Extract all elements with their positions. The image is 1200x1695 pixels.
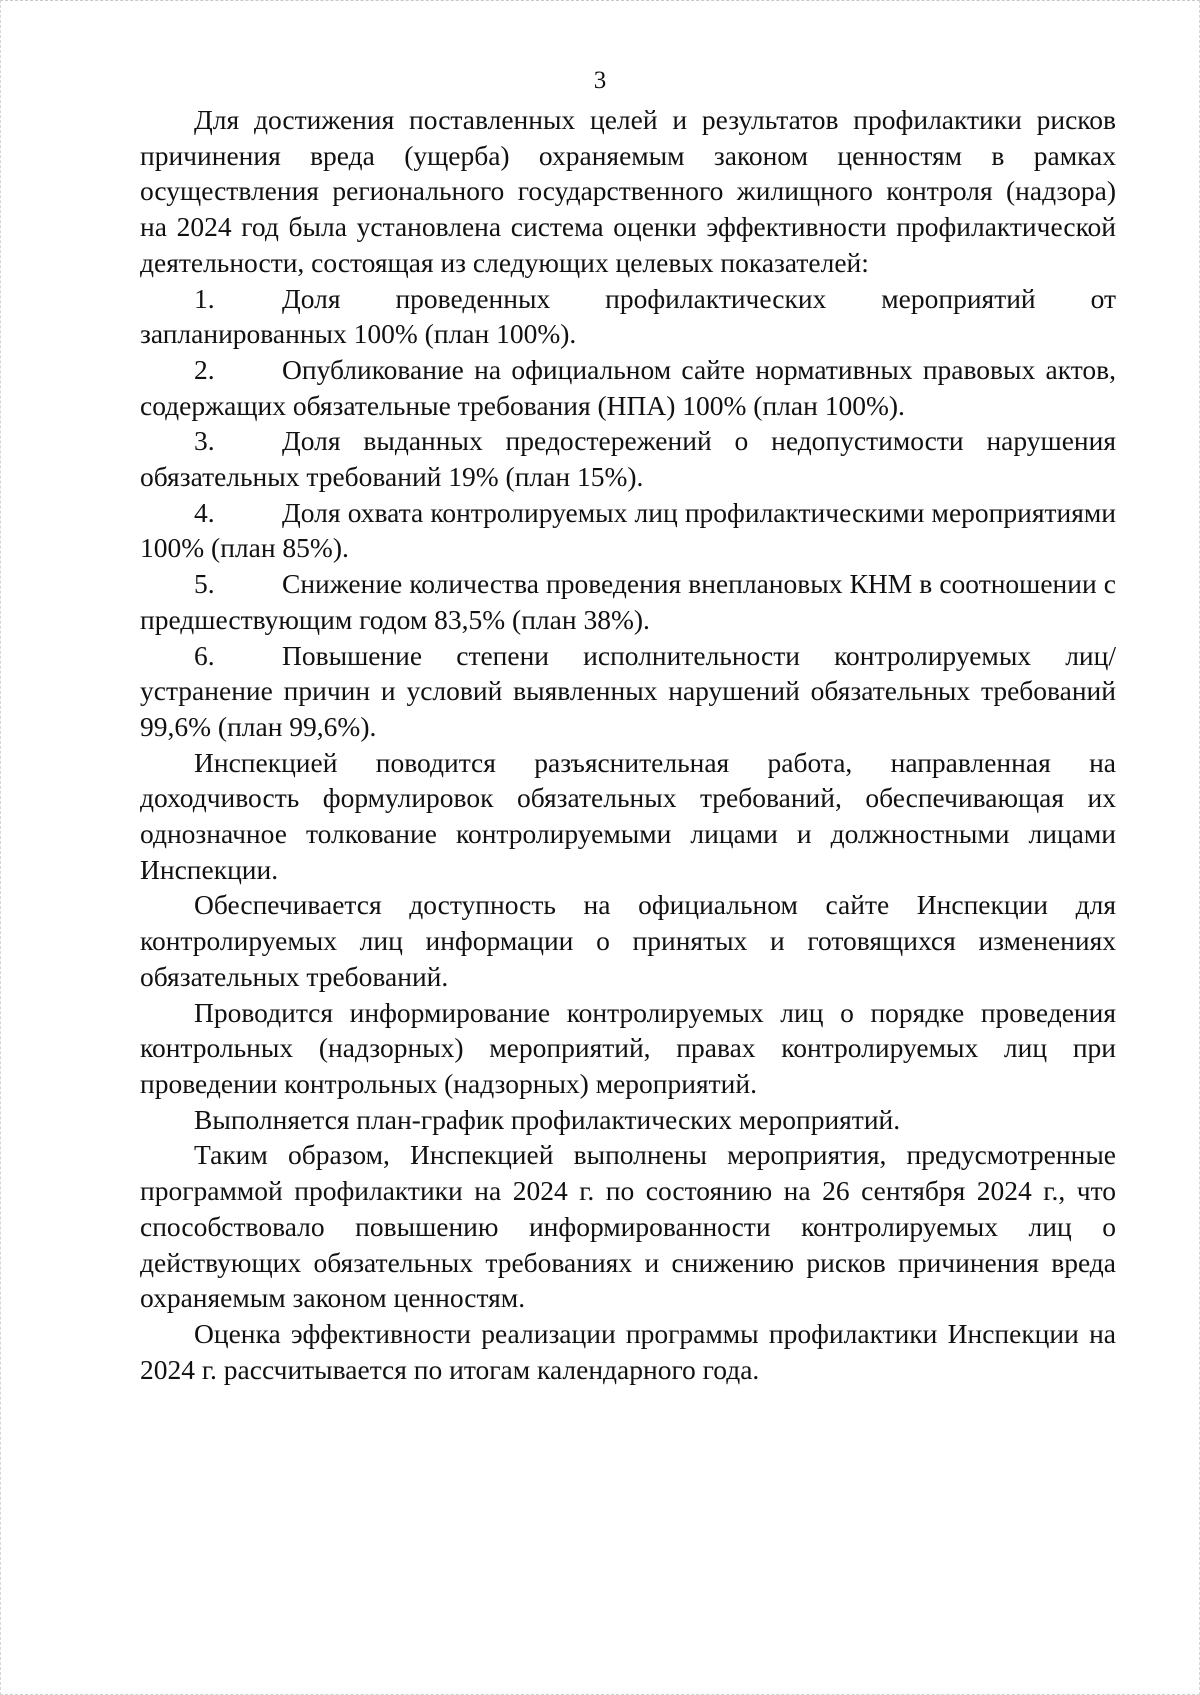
indicator-item-1 — [140, 281, 1116, 352]
indicator-item-5 — [140, 566, 1116, 637]
page-number: 3 — [593, 67, 607, 94]
indicator-item-2 — [140, 352, 1116, 423]
body-paragraph: Выполняется план-график профилактических мероприятий. — [194, 1103, 901, 1135]
indicator-number: 5. — [194, 568, 215, 600]
indicator-number: 4. — [194, 496, 215, 528]
indicator-text: Доля выданных предостережений о недопустимости нарушения обязательных требований 19% (план 15%). — [140, 425, 1116, 493]
body-paragraph: Проводится информирование контролируемых лиц о порядке проведения контрольных (надзорных) мероприятий, правах контролируемых лиц при проведении контрольных (надзорных) мероприятий. — [140, 996, 1116, 1099]
indicator-number: 3. — [194, 425, 215, 457]
indicator-text: Доля проведенных профилактических мероприятий от запланированных 100% (план 100%). — [140, 282, 1116, 350]
body-paragraph: Оценка эффективности реализации программы профилактики Инспекции на 2024 г. рассчитывается по итогам календарного года. — [140, 1317, 1116, 1385]
indicator-item-3 — [140, 423, 1116, 494]
indicator-number: 1. — [194, 282, 215, 314]
indicator-text: Снижение количества проведения внеплановых КНМ в соотношении с предшествующим годом 83,5% (план 38%). — [140, 568, 1116, 635]
intro-paragraph: Для достижения поставленных целей и результатов профилактики рисков причинения вреда (ущерба) охраняемым законом ценностям в рамках осуществления регионального государственного жилищного контроля (надзора) на 2024 год была установлена система оценки эффективности профилактической деятельности, состоящая из следующих целевых показателей: — [140, 104, 1116, 278]
indicator-text: Повышение степени исполнительности контролируемых лиц/устранение причин и условий выявленных нарушений обязательных требований 99,6% (план 99,6%). — [140, 639, 1116, 742]
indicator-item-4 — [140, 495, 1116, 566]
body-paragraph: Таким образом, Инспекцией выполнены мероприятия, предусмотренные программой профилактики на 2024 г. по состоянию на 26 сентября 2024 г., что способствовало повышению информированности контролируемых лиц о действующих обязательных требованиях и снижению рисков причинения вреда охраняемым законом ценностям. — [140, 1139, 1116, 1314]
body-paragraph: Обеспечивается доступность на официальном сайте Инспекции для контролируемых лиц информации о принятых и готовящихся изменениях обязательных требований. — [140, 889, 1116, 992]
indicator-item-6 — [140, 638, 1116, 745]
body-paragraph: Инспекцией поводится разъяснительная работа, направленная на доходчивость формулировок обязательных требований, обеспечивающая их однозначное толкование контролируемыми лицами и должностными лицами Инспекции. — [140, 746, 1116, 885]
indicator-number: 6. — [194, 639, 215, 671]
indicator-text: Доля охвата контролируемых лиц профилактическими мероприятиями 100% (план 85%). — [140, 496, 1116, 564]
indicator-text: Опубликование на официальном сайте нормативных правовых актов, содержащих обязательные требования (НПА) 100% (план 100%). — [140, 353, 1116, 421]
document-body — [140, 102, 1116, 1387]
indicator-number: 2. — [194, 353, 215, 385]
